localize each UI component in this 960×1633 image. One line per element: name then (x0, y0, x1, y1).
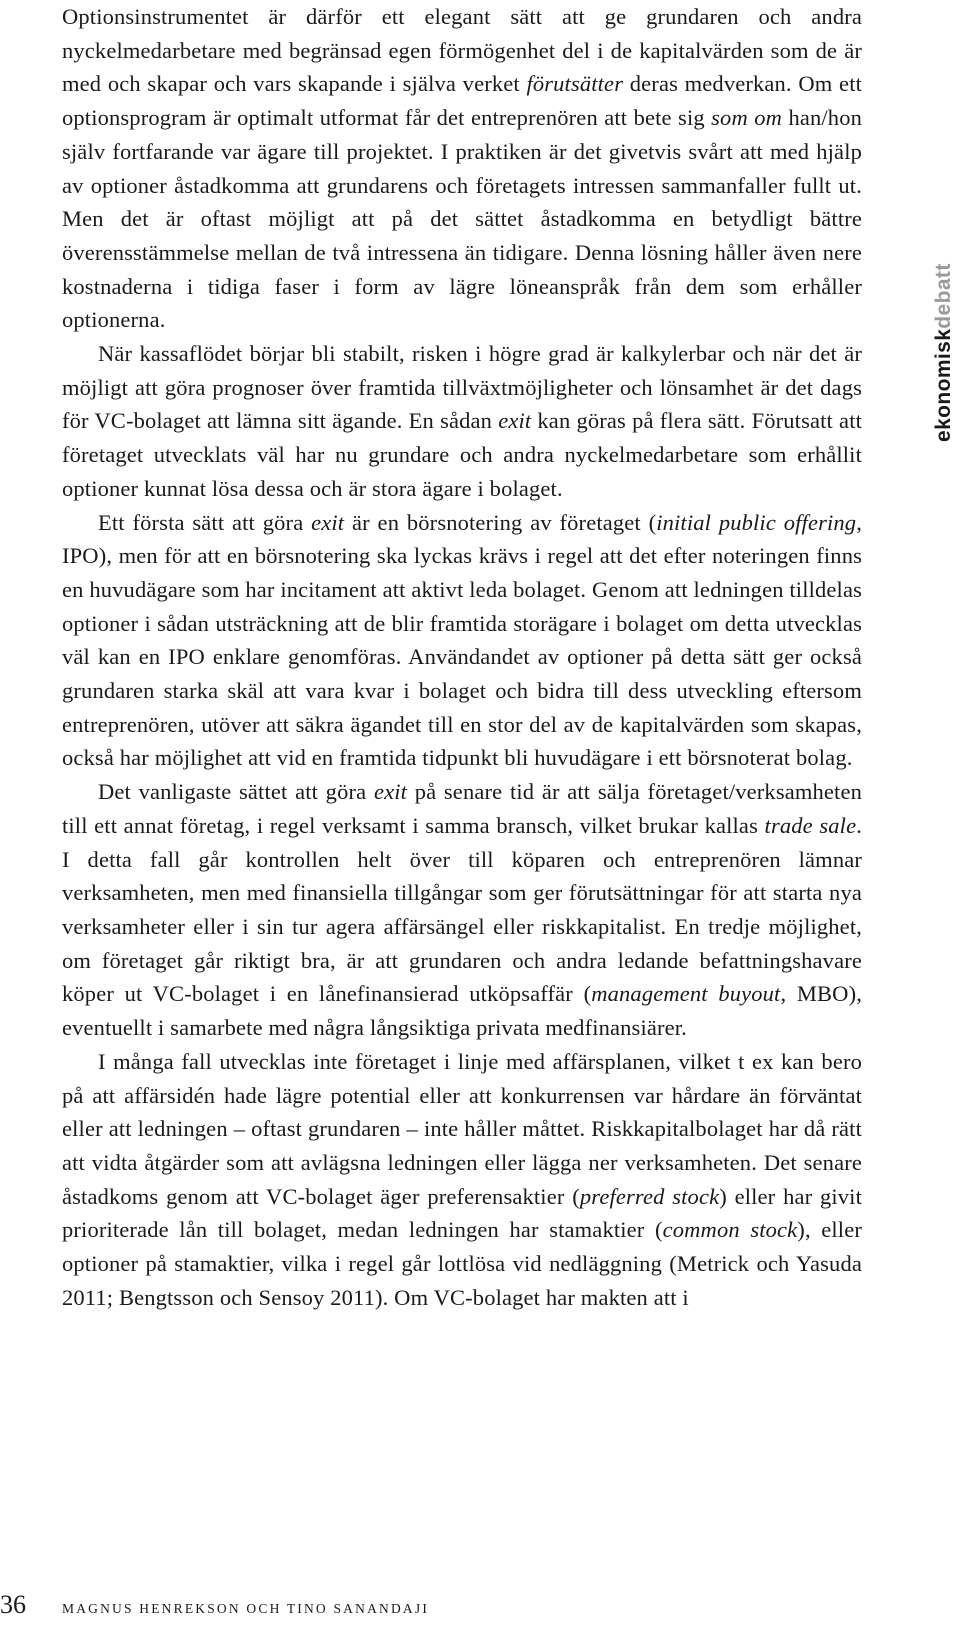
text-run: Ett första sätt att göra (98, 509, 312, 535)
running-footer-authors: MAGNUS HENREKSON OCH TINO SANANDAJI (62, 1601, 430, 1616)
text-run: Optionsinstrumentet är därför ett elegant sätt att ge grundaren och andra nyckelmedarbetare med begränsad egen förmögenhet del i de kapitalvärden som de är med och skapar och vars skapande i själva verket (62, 4, 862, 97)
article-body (62, 0, 862, 1314)
italic-term: preferred stock (579, 1183, 720, 1209)
text-run: , IPO), men för att en börsnotering ska lyckas krävs i regel att det efter noteringen finns en huvudägare som har incitament att aktivt leda bolaget. Genom att ledningen tilldelas optioner i sådan utsträckning att de blir framtida storägare i bolaget om detta utvecklas väl kan en IPO enklare genomföras. Användandet av optioner på detta sätt ger också grundaren starka skäl att vara kvar i bolaget och bidra till dess utveckling eftersom entreprenören, utöver att säkra ägandet till en stor del av de kapitalvärden som skapas, också har möjlighet att vid en framtida tidpunkt bli huvudägare i ett börsnoterat bolag. (62, 509, 862, 771)
page-number: 36 (0, 1590, 26, 1619)
italic-term: management buyout (591, 981, 781, 1007)
italic-term: initial public offering (656, 509, 857, 535)
paragraph (62, 775, 862, 1045)
paragraph (62, 0, 862, 337)
journal-side-label (932, 263, 960, 442)
text-run: på senare tid är att sälja företaget/verksamheten till ett annat företag, i regel verksamt i samma bransch, vilket brukar kallas (62, 779, 862, 838)
italic-term: förutsätter (526, 71, 624, 97)
text-run: kan göras på flera sätt. Förutsatt att företaget utvecklats väl har nu grundare och andra nyckelmedarbetare som erhållit optioner kunnat lösa dessa och är stora ägare i bolaget. (62, 408, 862, 501)
text-run: ), eller optioner på stamaktier, vilka i regel går lottlösa vid nedläggning (Metrick och Yasuda 2011; Bengtsson och Sensoy 2011). Om VC-bolaget har makten att i (62, 1217, 862, 1310)
italic-term: som om (711, 105, 783, 131)
paragraph (62, 337, 862, 506)
italic-term: common stock (662, 1217, 798, 1243)
text-run: I många fall utvecklas inte företaget i linje med affärsplanen, vilket t ex kan bero på att affärsidén hade lägre potential eller att konkurrensen var hårdare än förväntat eller att ledningen – oftast grundaren – inte håller måttet. Riskkapitalbolaget har då rätt att vidta åtgärder som att avlägsna ledningen eller lägga ner verksamheten. Det senare åstadkoms genom att VC-bolaget äger preferensaktier ( (62, 1048, 862, 1209)
text-run: . I detta fall går kontrollen helt över till köparen och entreprenören lämnar verksamheten, men med finansiella tillgångar som ger förutsättningar för att starta nya verksamheter eller i sin tur agera affärsängel eller riskkapitalist. En tredje möjlighet, om företaget går riktigt bra, är att grundaren och andra ledande befattningshavare köper ut VC-bolaget i en lånefinansierad utköpsaffär ( (62, 812, 862, 1007)
text-run: Det vanligaste sättet att göra (98, 779, 374, 805)
text-run: deras medverkan. Om ett optionsprogram är optimalt utformat får det entreprenören att bete sig (62, 71, 862, 131)
text-run: , MBO), eventuellt i samarbete med några långsiktiga privata medfinansiärer. (62, 981, 863, 1041)
italic-term: exit (498, 408, 532, 434)
italic-term: exit (373, 779, 408, 805)
italic-term: exit (311, 509, 345, 535)
paragraph (62, 1045, 862, 1315)
italic-term: trade sale (764, 812, 857, 838)
paragraph (62, 506, 862, 776)
text-run: ) eller har givit prioriterade lån till bolaget, medan ledningen har stamaktier ( (62, 1183, 862, 1243)
side-label-debatt: debatt (932, 263, 955, 329)
text-run: När kassaflödet börjar bli stabilt, risken i högre grad är kalkylerbar och när det är möjligt att göra prognoser över framtida tillväxtmöjligheter och lönsamhet är det dags för VC-bolaget att lämna sitt ägande. En sådan (62, 341, 862, 434)
text-run: han/hon själv fortfarande var ägare till projektet. I praktiken är det givetvis svårt att med hjälp av optioner åstadkomma att grundarens och företagets intressen sammanfaller fullt ut. Men det är oftast möjligt att på det sättet åstadkomma en betydligt bättre överensstämmelse mellan de två intressena än tidigare. Denna lösning håller även nere kostnaderna i tidiga faser i form av lägre löneanspråk från dem som erhåller optionerna. (62, 105, 862, 333)
side-label-ekonomisk: ekonomisk (932, 328, 955, 442)
text-run: är en börsnotering av företaget ( (344, 509, 657, 535)
